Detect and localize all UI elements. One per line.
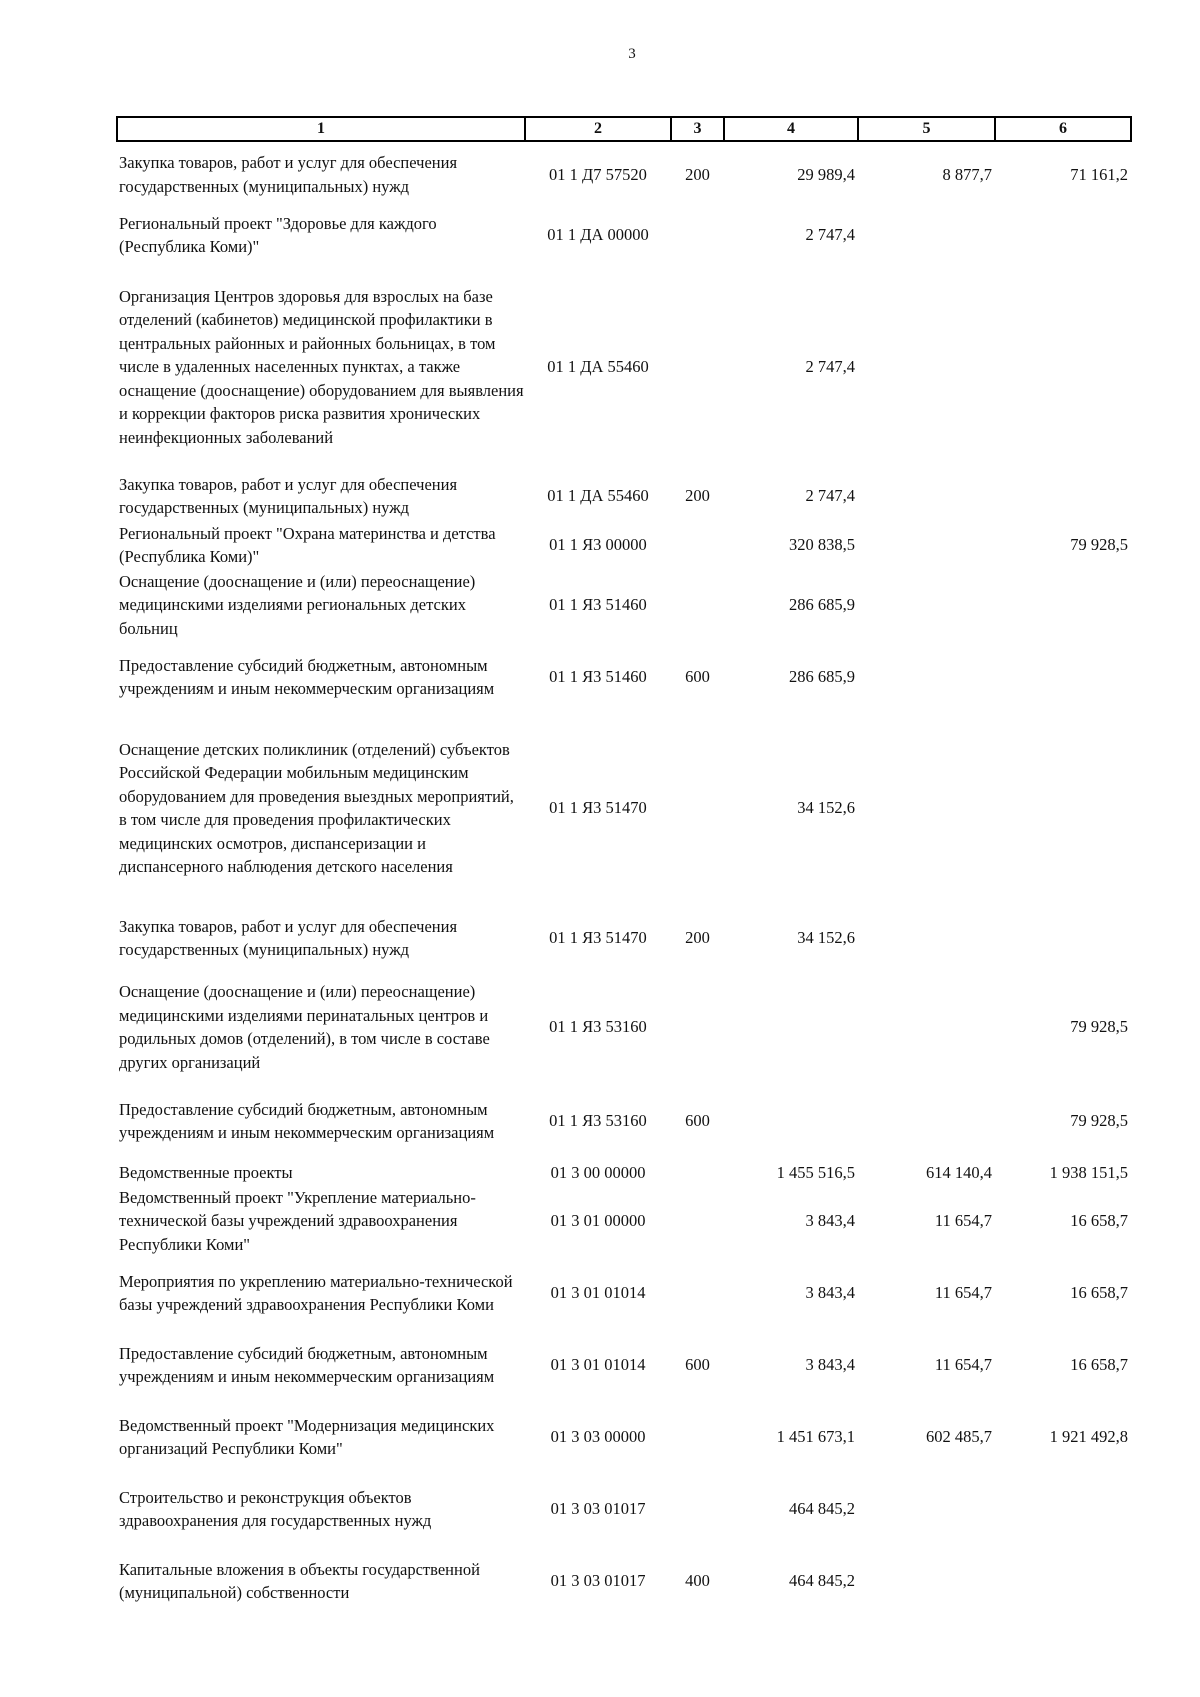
row-name: Организация Центров здоровья для взрослых на базе отделений (кабинетов) медицинской профилактики в центральных районных и районных больницах, в том числе в удаленных населенных пунктах, а также оснащение (дооснащение) оборудованием для выявления и коррекции факторов риска развития хронических неинфекционных заболеваний [119, 286, 524, 447]
row-name: Капитальные вложения в объекты государственной (муниципальной) собственности [119, 1559, 480, 1602]
row-value-5 [858, 1081, 995, 1161]
table-row [117, 903, 1131, 973]
row-value-5: 614 140,4 [926, 1163, 992, 1183]
table-row [117, 1545, 1131, 1617]
row-value-6: 71 161,2 [1070, 164, 1128, 184]
row-value-5: 602 485,7 [926, 1427, 992, 1447]
row-name: Ведомственные проекты [119, 1163, 293, 1183]
row-code: 01 3 01 01014 [550, 1283, 646, 1303]
row-name: Оснащение детских поликлиник (отделений) субъектов Российской Федерации мобильным медицинским оборудованием для проведения выездных мероприятий, в том числе для проведения профилактических медицинских осмотров, диспансеризации и диспансерного наблюдения детского населения [119, 739, 514, 876]
row-value-6 [995, 207, 1131, 263]
row-expense-type: 400 [685, 1571, 710, 1591]
row-value-6: 16 658,7 [1070, 1211, 1128, 1231]
table-row [117, 1329, 1131, 1401]
table-row [117, 1257, 1131, 1329]
row-value-6 [995, 569, 1131, 641]
row-value-4: 2 747,4 [805, 486, 855, 506]
row-value-4: 286 685,9 [789, 667, 855, 687]
row-value-4: 286 685,9 [789, 595, 855, 615]
column-header-4: 4 [724, 117, 858, 141]
row-value-6: 1 921 492,8 [1049, 1427, 1128, 1447]
table-row [117, 1473, 1131, 1545]
row-value-5 [858, 641, 995, 713]
row-value-4: 3 843,4 [805, 1211, 855, 1231]
row-code: 01 3 01 00000 [550, 1211, 646, 1231]
row-value-5: 8 877,7 [942, 164, 992, 184]
row-name: Закупка товаров, работ и услуг для обеспечения государственных (муниципальных) нужд [119, 916, 458, 959]
row-expense-type [671, 1257, 724, 1329]
row-value-4: 34 152,6 [797, 798, 855, 818]
row-value-5 [858, 973, 995, 1081]
row-value-4: 464 845,2 [789, 1499, 855, 1519]
row-expense-type [671, 1185, 724, 1257]
row-value-6 [995, 471, 1131, 521]
table-row [117, 1185, 1131, 1257]
row-value-4: 464 845,2 [789, 1571, 855, 1591]
row-code: 01 3 01 01014 [550, 1355, 646, 1375]
budget-table [116, 116, 1132, 1617]
row-code: 01 1 Я3 51470 [549, 928, 647, 948]
row-name: Мероприятия по укреплению материально-технической базы учреждений здравоохранения Республики Коми [119, 1271, 513, 1314]
column-header-5: 5 [858, 117, 995, 141]
table-row [117, 141, 1131, 207]
row-code: 01 3 03 01017 [550, 1499, 646, 1519]
row-expense-type [671, 263, 724, 471]
row-value-5: 11 654,7 [934, 1211, 992, 1231]
row-name: Предоставление субсидий бюджетным, автономным учреждениям и иным некоммерческим организациям [119, 655, 495, 698]
table-row [117, 569, 1131, 641]
row-code: 01 3 03 00000 [550, 1427, 646, 1447]
row-expense-type: 200 [685, 164, 710, 184]
row-value-5 [858, 263, 995, 471]
row-value-6 [995, 263, 1131, 471]
row-value-4: 1 455 516,5 [776, 1163, 855, 1183]
row-name: Ведомственный проект "Укрепление материально-технической базы учреждений здравоохранения Республики Коми" [119, 1187, 476, 1254]
row-value-4: 3 843,4 [805, 1283, 855, 1303]
page-number: 3 [628, 46, 636, 62]
row-value-6: 79 928,5 [1070, 1017, 1128, 1037]
table-row [117, 641, 1131, 713]
row-value-6: 16 658,7 [1070, 1355, 1128, 1375]
row-value-5 [858, 1545, 995, 1617]
row-expense-type: 600 [685, 1355, 710, 1375]
row-value-4 [724, 973, 858, 1081]
row-code: 01 1 Я3 00000 [549, 535, 647, 555]
row-value-6 [995, 903, 1131, 973]
row-name: Строительство и реконструкция объектов здравоохранения для государственных нужд [119, 1487, 432, 1530]
row-value-5 [858, 569, 995, 641]
row-value-6 [995, 1545, 1131, 1617]
row-name: Региональный проект "Здоровье для каждого (Республика Коми)" [119, 213, 437, 256]
table-row [117, 521, 1131, 569]
row-value-4: 29 989,4 [797, 164, 855, 184]
row-value-6: 79 928,5 [1070, 1111, 1128, 1131]
row-expense-type [671, 1473, 724, 1545]
row-expense-type [671, 207, 724, 263]
row-name: Предоставление субсидий бюджетным, автономным учреждениям и иным некоммерческим организациям [119, 1099, 495, 1142]
row-value-4: 320 838,5 [789, 535, 855, 555]
row-value-5 [858, 713, 995, 903]
row-value-6: 16 658,7 [1070, 1283, 1128, 1303]
row-value-5 [858, 903, 995, 973]
row-code: 01 1 ДА 55460 [547, 357, 649, 377]
row-code: 01 1 Я3 53160 [549, 1111, 647, 1131]
row-value-4 [724, 1081, 858, 1161]
row-value-6 [995, 641, 1131, 713]
row-expense-type: 600 [685, 1111, 710, 1131]
row-value-5 [858, 1473, 995, 1545]
row-code: 01 1 Д7 57520 [549, 164, 647, 184]
table-header-row [117, 117, 1131, 141]
row-code: 01 1 Я3 51470 [549, 798, 647, 818]
row-expense-type [671, 1161, 724, 1185]
row-name: Закупка товаров, работ и услуг для обеспечения государственных (муниципальных) нужд [119, 153, 458, 196]
row-expense-type: 600 [685, 667, 710, 687]
row-expense-type: 200 [685, 928, 710, 948]
row-value-4: 34 152,6 [797, 928, 855, 948]
row-value-5: 11 654,7 [934, 1355, 992, 1375]
row-expense-type [671, 1401, 724, 1473]
column-header-6: 6 [995, 117, 1131, 141]
table-row [117, 1081, 1131, 1161]
row-value-4: 3 843,4 [805, 1355, 855, 1375]
row-name: Оснащение (дооснащение и (или) переоснащение) медицинскими изделиями региональных детских больниц [119, 571, 476, 638]
row-code: 01 3 03 01017 [550, 1571, 646, 1591]
row-code: 01 1 ДА 00000 [547, 225, 649, 245]
row-expense-type [671, 569, 724, 641]
row-code: 01 1 Я3 53160 [549, 1017, 647, 1037]
row-code: 01 3 00 00000 [550, 1163, 646, 1183]
table-row [117, 713, 1131, 903]
row-expense-type [671, 713, 724, 903]
column-header-3: 3 [671, 117, 724, 141]
table-row [117, 471, 1131, 521]
row-value-5 [858, 471, 995, 521]
row-value-5: 11 654,7 [934, 1283, 992, 1303]
row-value-4: 2 747,4 [805, 357, 855, 377]
row-value-6 [995, 1473, 1131, 1545]
row-value-6: 79 928,5 [1070, 535, 1128, 555]
budget-table-container [116, 116, 1130, 1617]
row-value-5 [858, 207, 995, 263]
row-value-4: 1 451 673,1 [776, 1427, 855, 1447]
table-row [117, 1161, 1131, 1185]
row-expense-type [671, 521, 724, 569]
row-name: Региональный проект "Охрана материнства и детства (Республика Коми)" [119, 523, 496, 566]
row-name: Предоставление субсидий бюджетным, автономным учреждениям и иным некоммерческим организациям [119, 1343, 495, 1386]
table-row [117, 207, 1131, 263]
column-header-2: 2 [525, 117, 671, 141]
row-name: Оснащение (дооснащение и (или) переоснащение) медицинскими изделиями перинатальных центров и родильных домов (отделений), в том числе в составе других организаций [119, 982, 490, 1072]
row-code: 01 1 Я3 51460 [549, 595, 647, 615]
row-expense-type: 200 [685, 486, 710, 506]
table-row [117, 973, 1131, 1081]
row-code: 01 1 Я3 51460 [549, 667, 647, 687]
row-value-6: 1 938 151,5 [1049, 1163, 1128, 1183]
row-value-5 [858, 521, 995, 569]
row-code: 01 1 ДА 55460 [547, 486, 649, 506]
row-name: Ведомственный проект "Модернизация медицинских организаций Республики Коми" [119, 1415, 495, 1458]
row-value-4: 2 747,4 [805, 225, 855, 245]
row-value-6 [995, 713, 1131, 903]
row-expense-type [671, 973, 724, 1081]
table-row [117, 263, 1131, 471]
row-name: Закупка товаров, работ и услуг для обеспечения государственных (муниципальных) нужд [119, 474, 458, 517]
column-header-1: 1 [117, 117, 525, 141]
table-row [117, 1401, 1131, 1473]
